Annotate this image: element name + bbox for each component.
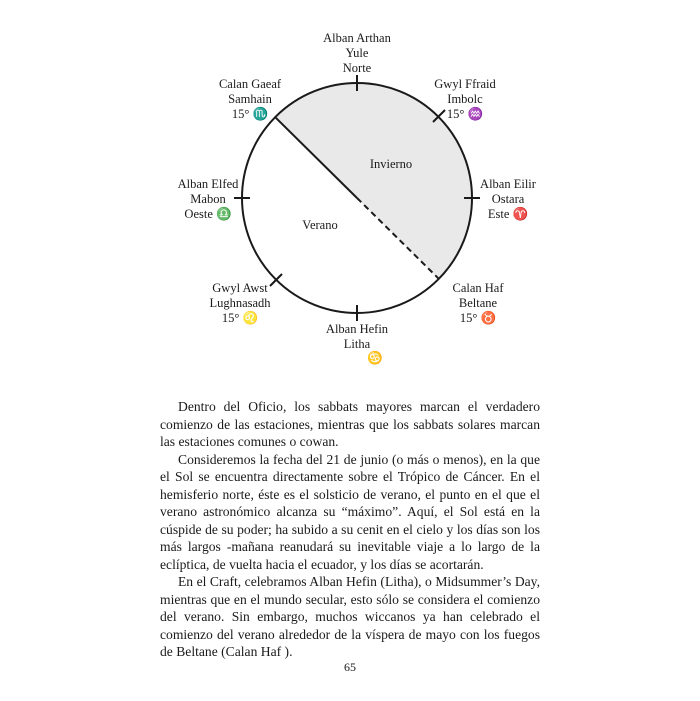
west-label-1: Alban Elfed: [177, 177, 239, 191]
paragraph-3: En el Craft, celebramos Alban Hefin (Litha), o Midsummer’s Day, mientras que en el mundo secular, esto sólo se considera el comienzo del verano. Sin embargo, muchos wiccanos ya han celebrado el comienzo del verano alrededor de la víspera de mayo con los fuegos de Beltane (Calan Haf ).: [160, 574, 540, 659]
northeast-label-2: Imbolc: [447, 92, 483, 106]
southwest-label-2: Lughnasadh: [209, 296, 271, 310]
southeast-label-3: 15° ♉: [459, 311, 497, 325]
northeast-label-3: 15° ♒: [446, 107, 484, 121]
summer-label: Verano: [302, 218, 338, 232]
northwest-label-1: Calan Gaeaf: [218, 77, 282, 91]
northwest-label-2: Samhain: [228, 92, 272, 106]
south-label-2: Litha: [343, 337, 371, 351]
winter-label: Invierno: [369, 157, 413, 171]
north-label-1: Alban Arthan: [323, 31, 391, 45]
south-label-3: ♋: [367, 351, 383, 365]
east-label-3: Este ♈: [487, 207, 529, 221]
southeast-label-1: Calan Haf: [452, 281, 504, 295]
body-text: [160, 398, 540, 661]
northeast-label-1: Gwyl Ffraid: [434, 77, 496, 91]
west-label-3: Oeste ♎: [184, 207, 232, 221]
southwest-label-1: Gwyl Awst: [212, 281, 268, 295]
paragraph-2: Consideremos la fecha del 21 de junio (o más o menos), en la que el Sol se encuentra directamente sobre el Trópico de Cáncer. En el hemisferio norte, éste es el solsticio de verano, el punto en el que el verano astronómico alcanza su “máximo”. Aquí, el Sol está en la cúspide de su poder; ha subido a su cenit en el cielo y los días son los más largos -mañana reanudará su inevitable viaje a lo largo de la eclíptica, de vuelta hacia el ecuador, y los días se acortarán.: [160, 451, 540, 572]
southeast-label-2: Beltane: [458, 296, 498, 310]
south-label-1: Alban Hefin: [325, 322, 389, 336]
west-label-2: Mabon: [190, 192, 226, 206]
southwest-label-3: 15° ♌: [221, 311, 259, 325]
north-label-3: Norte: [342, 61, 372, 75]
northwest-label-3: 15° ♏: [231, 107, 269, 121]
east-label-2: Ostara: [491, 192, 525, 206]
east-label-1: Alban Eilir: [480, 177, 536, 191]
north-label-2: Yule: [345, 46, 369, 60]
page-number: 65: [344, 660, 356, 674]
paragraph-1: Dentro del Oficio, los sabbats mayores marcan el verdadero comienzo de las estaciones, mientras que los sabbats solares marcan las estaciones comunes o cowan.: [160, 399, 540, 449]
